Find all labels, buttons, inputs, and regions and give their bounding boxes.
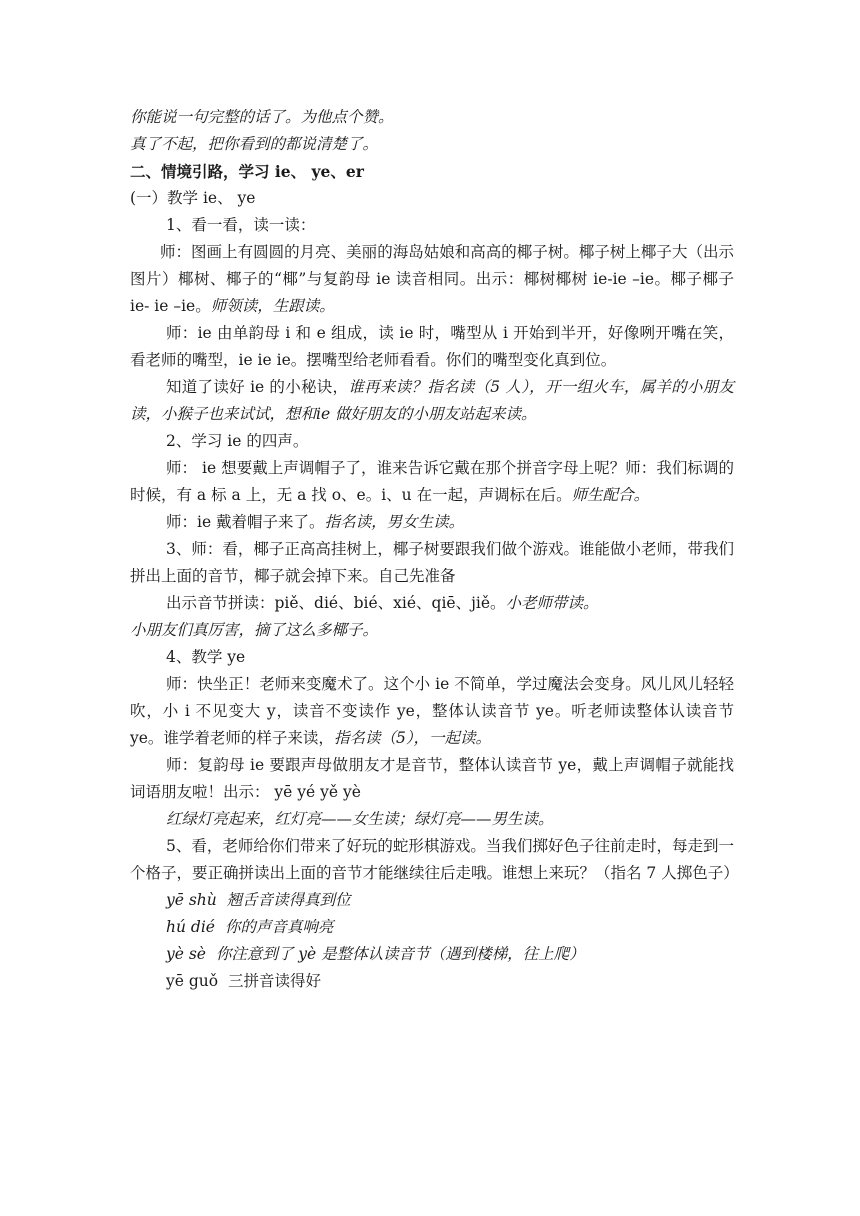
paragraph-coconut-game: 3、师：看，椰子正高高挂树上，椰子树要跟我们做个游戏。谁能做小老师，带我们拼出上面的音节，椰子就会掉下来。自己先准备 xyxy=(130,540,734,585)
paragraph-ie-secret: 知道了读好 ie 的小秘诀，谁再来读？指名读（5 人），开一组火车，属羊的小朋友读，小猴子也来试试，想和ie 做好朋友的小朋友站起来读。 xyxy=(130,378,734,423)
paragraph-magic-ye: 师：快坐正！老师来变魔术了。这个小 ie 不简单，学过魔法会变身。风儿风儿轻轻吹，小 i 不见变大 y，读音不变读作 ye，整体认读音节 ye。听老师读整体认读音节 ye。谁学着老师的样子来读，指名读（5），一起读。 xyxy=(130,675,734,747)
praise-line-2: 真了不起，把你看到的都说清楚了。 xyxy=(130,135,379,153)
paragraph-ie-mouth: 师：ie 由单韵母 i 和 e 组成，读 ie 时，嘴型从 i 开始到半开，好像咧开嘴在笑，看老师的嘴型，ie ie ie。摆嘴型给老师看看。你们的嘴型变化真到位。 xyxy=(130,324,734,369)
paragraph-syllables: 出示音节拼读：piě、dié、bié、xié、qiē、jiě。小老师带读。 xyxy=(166,594,599,612)
word-line-4: yē guǒ 三拼音读得好 xyxy=(166,972,321,990)
word-line-2: hú dié 你的声音真响亮 xyxy=(166,918,334,936)
document-page xyxy=(130,104,739,995)
paragraph-ie-hat: 师：ie 戴着帽子来了。指名读，男女生读。 xyxy=(166,513,465,531)
step-1-heading: 1、看一看，读一读： xyxy=(166,216,316,234)
paragraph-snake-game: 5、看，老师给你们带来了好玩的蛇形棋游戏。当我们掷好色子往前走时，每走到一个格子，要正确拼读出上面的音节才能继续往后走哦。谁想上来玩？（指名 7 人掷色子） xyxy=(130,837,739,882)
section-heading-2: 二、情境引路，学习 ie、 ye、er xyxy=(130,162,364,181)
word-line-1: yē shù 翘舌音读得真到位 xyxy=(166,891,351,909)
traffic-light-line: 红绿灯亮起来，红灯亮——女生读；绿灯亮——男生读。 xyxy=(166,810,554,828)
word-line-3: yè sè 你注意到了 yè 是整体认读音节（遇到楼梯，往上爬） xyxy=(166,945,585,963)
step-2-heading: 2、学习 ie 的四声。 xyxy=(166,432,309,450)
step-4-heading: 4、教学 ye xyxy=(166,648,246,666)
praise-line-3: 小朋友们真厉害，摘了这么多椰子。 xyxy=(130,621,379,639)
praise-line-1: 你能说一句完整的话了。为他点个赞。 xyxy=(130,108,394,126)
paragraph-ye-tones: 师：复韵母 ie 要跟声母做朋友才是音节，整体认读音节 ye，戴上声调帽子就能找词语朋友啦！出示： yē yé yě yè xyxy=(130,756,734,801)
paragraph-coconut-intro: 师：图画上有圆圆的月亮、美丽的海岛姑娘和高高的椰子树。椰子树上椰子大（出示图片）椰树、椰子的“椰”与复韵母 ie 读音相同。出示：椰树椰树 ie-ie –ie。椰子椰子 ie- ie –ie。师领读，生跟读。 xyxy=(130,243,734,315)
paragraph-tone-marks: 师： ie 想要戴上声调帽子了，谁来告诉它戴在那个拼音字母上呢？师：我们标调的时候，有 a 标 a 上，无 a 找 o、e。i、u 在一起，声调标在后。师生配合。 xyxy=(130,459,734,504)
subsection-heading-1: (一）教学 ie、 ye xyxy=(130,189,256,207)
